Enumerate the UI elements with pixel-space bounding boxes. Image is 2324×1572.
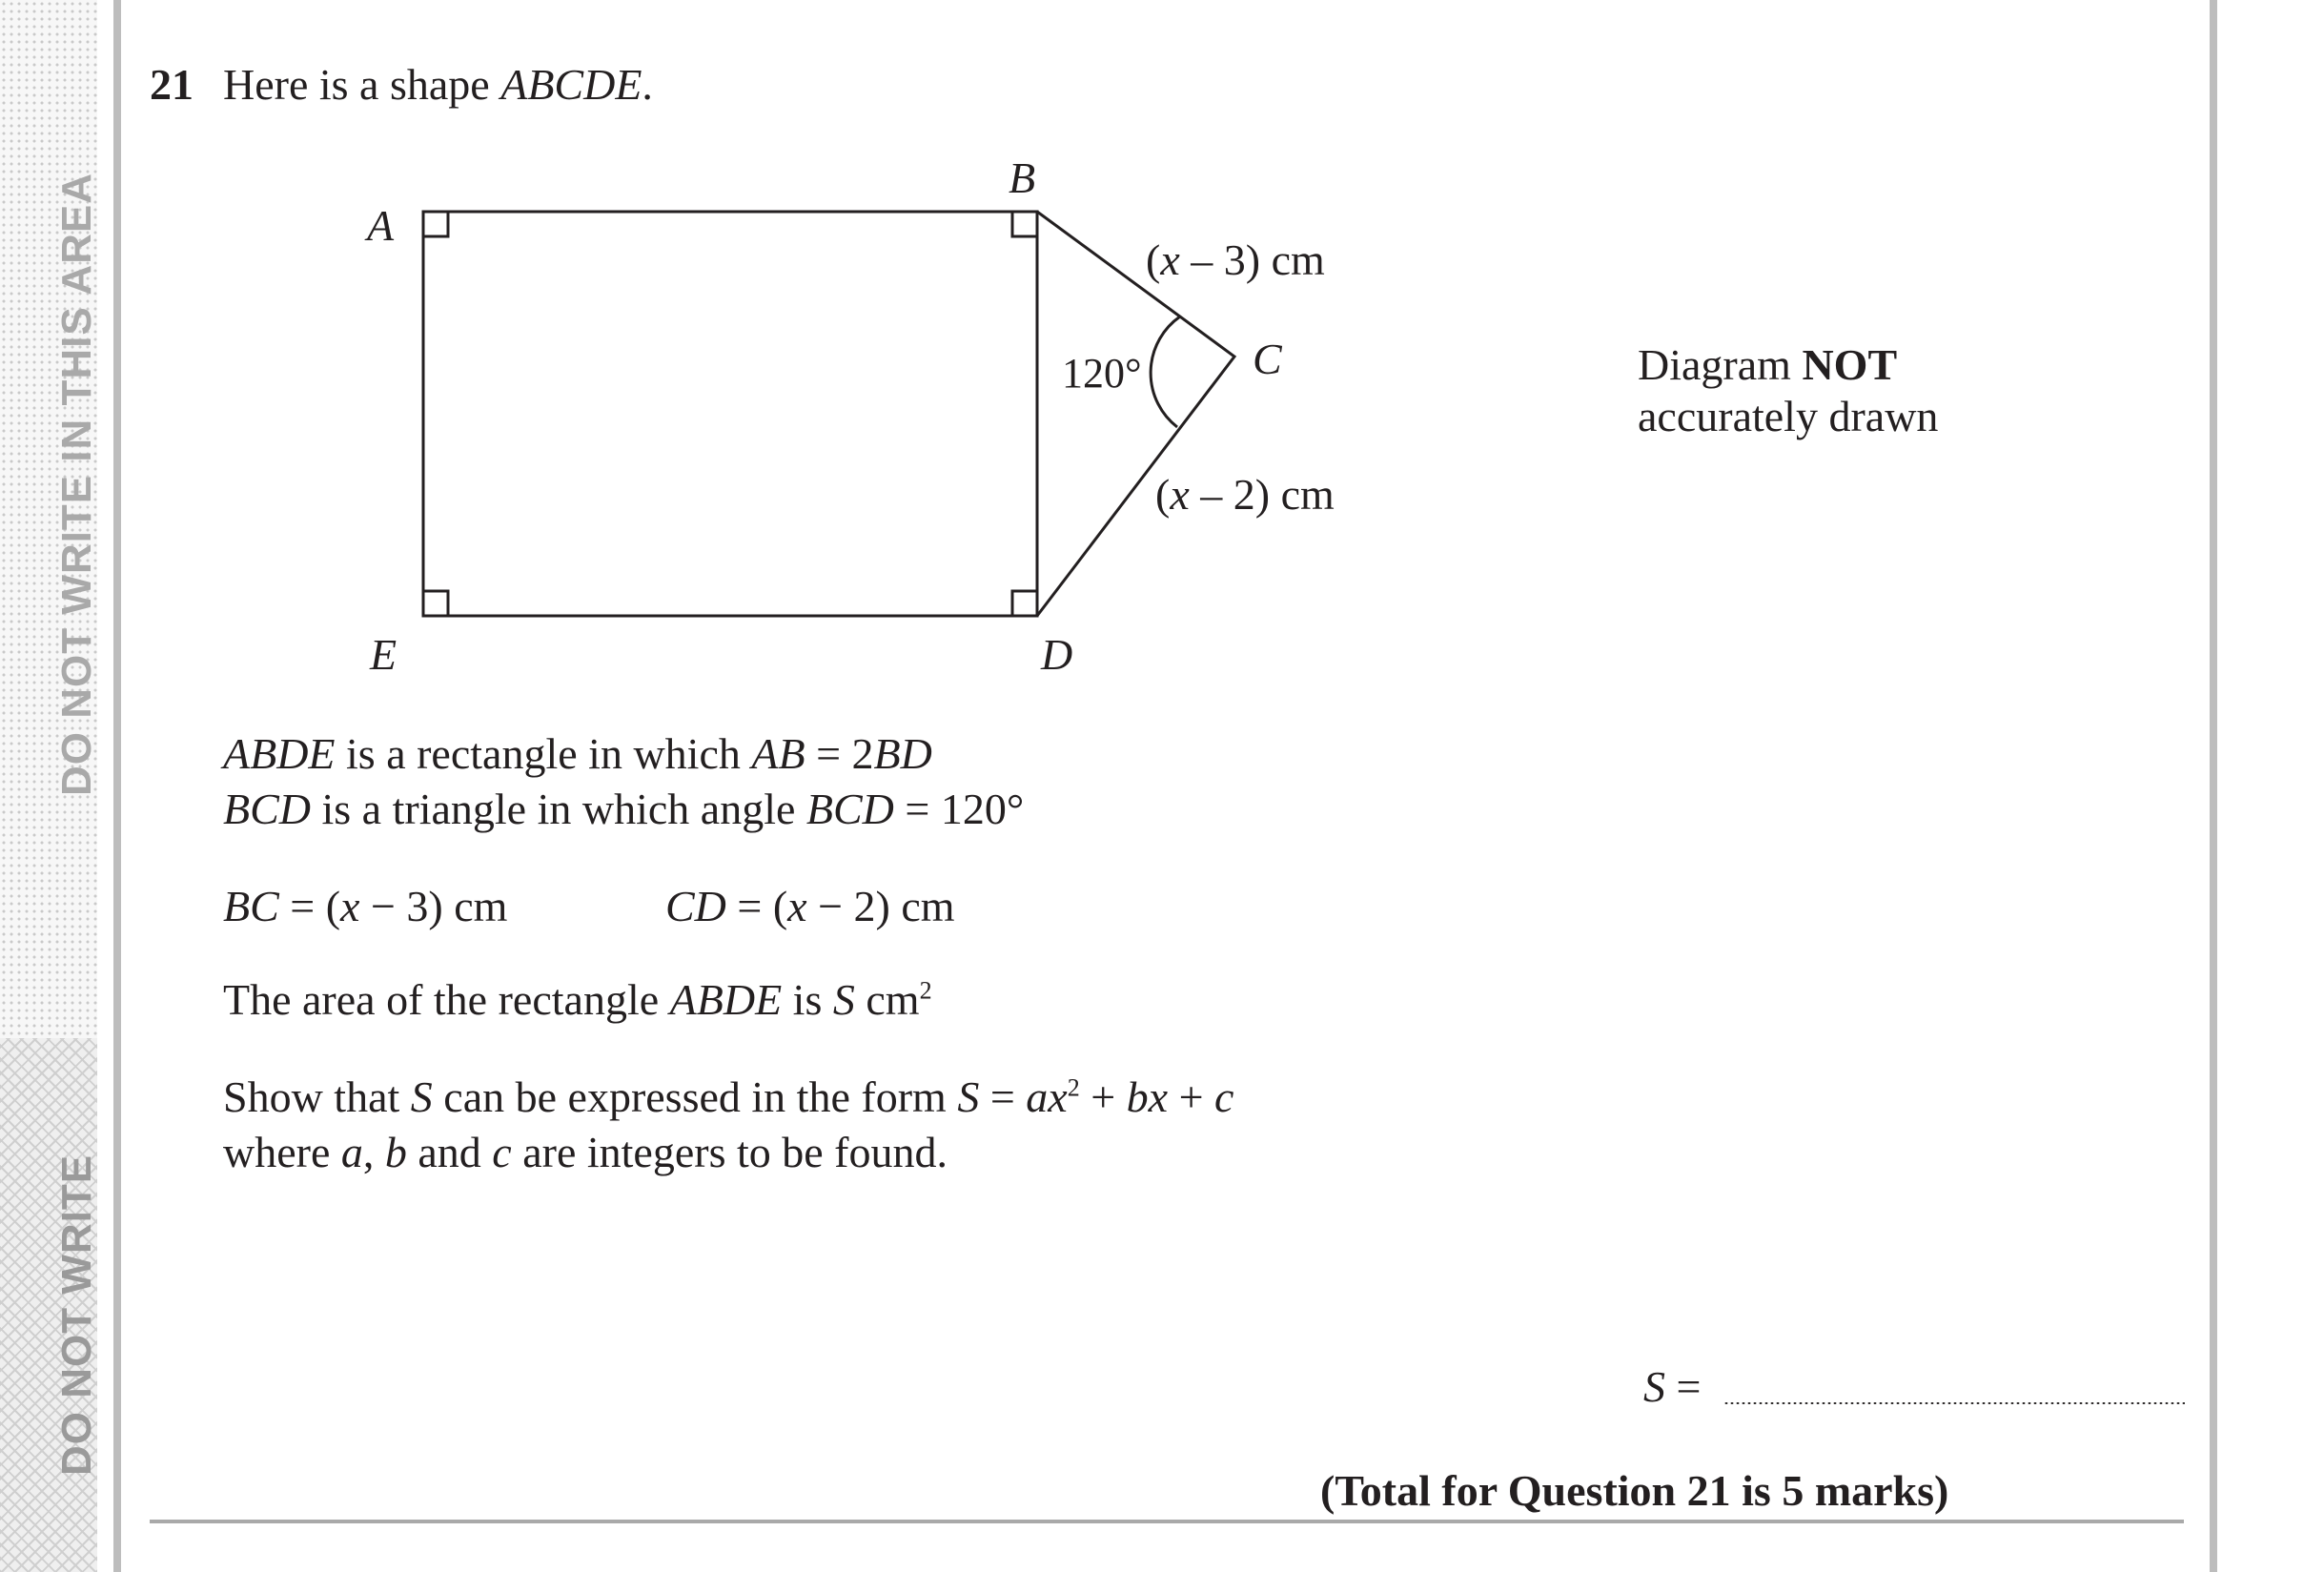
right-angle-e (423, 591, 448, 616)
vertex-label-a: A (367, 201, 395, 250)
right-angle-a (423, 212, 448, 236)
right-angle-b (1012, 212, 1037, 236)
angle-label: 120° (1062, 350, 1142, 397)
margin-warning-top: DO NOT WRITE IN THIS AREA (53, 172, 100, 796)
statement-show: Show that S can be expressed in the form $S = ax^2$ + bx + c (223, 1072, 1234, 1121)
statement-triangle: BCD is a triangle in which angle BCD = 120° (223, 785, 1025, 833)
vertex-label-b: B (1009, 153, 1036, 202)
statement-bc: BC = (x − 3) cm (223, 882, 508, 930)
diagram-note: Diagram NOT accurately drawn (1638, 340, 1939, 440)
side-label-cd: (x – 2) cm (1155, 470, 1335, 519)
vertex-label-d: D (1041, 630, 1073, 679)
answer-line[interactable] (1723, 1401, 2185, 1405)
question-total: (Total for Question 21 is 5 marks) (1320, 1466, 1949, 1515)
vertex-label-e: E (370, 630, 398, 679)
angle-arc (1151, 316, 1180, 427)
margin-warning-bottom: DO NOT WRITE (53, 1153, 100, 1476)
statement-where: where a, b and c are integers to be found. (223, 1128, 948, 1176)
bottom-rule (150, 1520, 2184, 1523)
answer-label: S = (1643, 1362, 1702, 1411)
statement-cd: CD = (x − 2) cm (665, 882, 955, 930)
rectangle-abde (423, 212, 1037, 616)
question-number: 21 (150, 60, 194, 109)
right-angle-d (1012, 591, 1037, 616)
vertex-label-c: C (1253, 335, 1282, 383)
statement-rectangle: ABDE is a rectangle in which AB = 2BD (223, 729, 932, 778)
side-label-bc: (x – 3) cm (1146, 235, 1325, 284)
statement-area: The area of the rectangle ABDE is S $cm^2$ (223, 975, 932, 1024)
question-intro: Here is a shape ABCDE. (223, 60, 653, 109)
